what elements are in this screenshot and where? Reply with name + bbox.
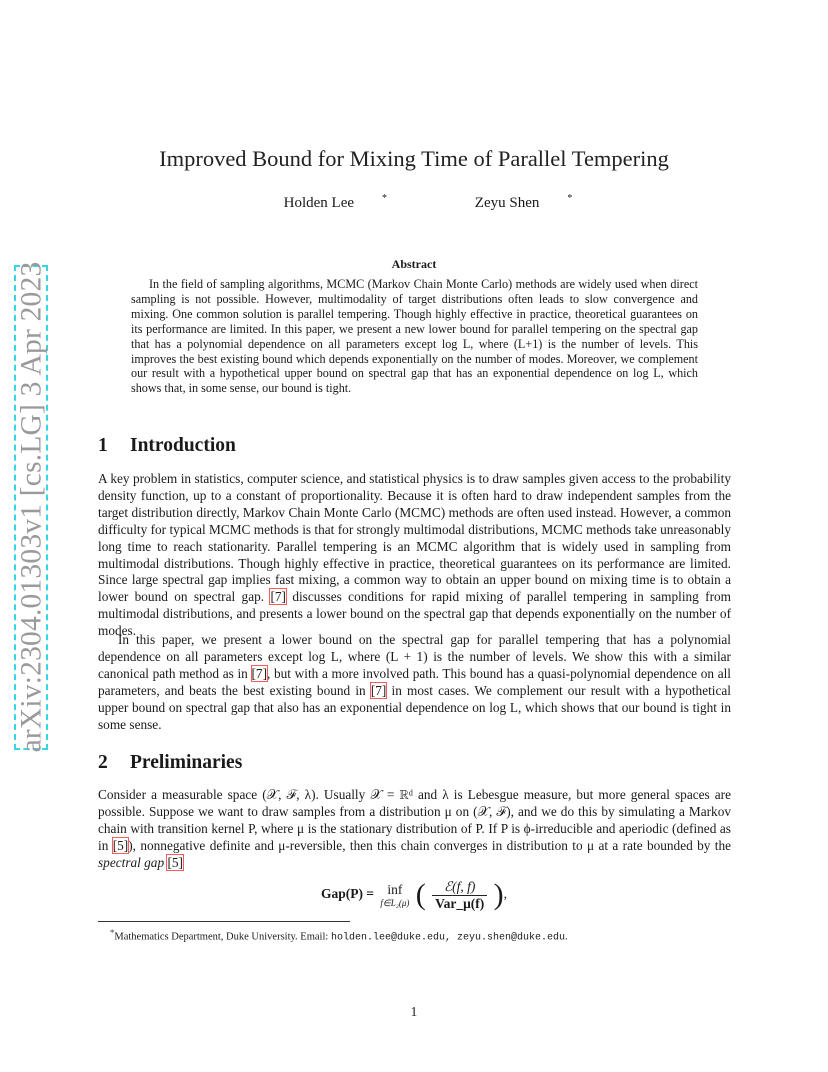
paper-title: Improved Bound for Mixing Time of Parallel Tempering [159, 146, 669, 171]
author: Holden Lee * [283, 193, 388, 211]
footnote-emails[interactable]: holden.lee@duke.edu, zeyu.shen@duke.edu [330, 932, 565, 944]
right-paren: ) [493, 878, 504, 911]
arxiv-sidebar [8, 261, 56, 753]
equation-numerator: ℰ(f, f) [432, 879, 487, 896]
author-list [0, 193, 828, 212]
prelim-paragraph-1: Consider a measurable space (𝒳, ℱ, λ). Usually 𝒳 = ℝᵈ and λ is Lebesgue measure, but more general spaces are possible. Suppose we want to draw samples from a distribution μ on (𝒳, ℱ), and we do this by simulating a Markov chain with transition kernel P, where μ is the stationary distribution of P. If P is ϕ-irreducible and aperiodic (defined as in [5]), nonnegative definite and μ-reversible, then this chain converges in distribution to μ at a rate bounded by the spectral gap [5] [98, 787, 732, 870]
equation-lhs: Gap(P) = [320, 886, 375, 902]
equation-denominator: Var_μ(f) [435, 895, 485, 911]
citation-link[interactable]: [7] [370, 682, 387, 698]
citation-link[interactable]: [5] [167, 854, 183, 870]
emphasis-term: spectral gap [98, 854, 165, 870]
footnote: *Mathematics Department, Duke University. Email: holden.lee@duke.edu, zeyu.shen@duke.edu. [110, 927, 568, 944]
spectral-gap-equation: Gap(P) = inf f∈L₂(μ) ( $\frac{\text{ℰ(f, f)}}{\text{Var\_μ(f)}}$ ), [320, 878, 508, 911]
citation-link[interactable]: [7] [251, 665, 268, 681]
abstract-text: In the field of sampling algorithms, MCMC (Markov Chain Monte Carlo) methods are widely used when direct sampling is not possible. However, multimodality of target distributions often leads to slow convergence and mixing. One common solution is parallel tempering. Though highly effective in practice, theoretical guarantees on its performance are limited. In this paper, we present a new lower bound for parallel tempering on the spectral gap that has a polynomial dependence on all parameters except log L, where (L+1) is the number of levels. This improves the best existing bound which depends exponentially on the number of modes. Moreover, we complement our result with a hypothetical upper bound on spectral gap that has an exponential dependence on log L, which shows that, in some sense, our bound is tight. [131, 277, 698, 396]
author: Zeyu Shen * [474, 193, 573, 211]
section-heading-preliminaries: 2 Preliminaries [98, 752, 243, 773]
citation-link[interactable]: [7] [270, 589, 286, 605]
section-heading-introduction: 1 Introduction [98, 435, 236, 456]
intro-paragraph-2: In this paper, we present a lower bound on the spectral gap for parallel tempering that has a polynomial dependence on all parameters except log L, where (L + 1) is the number of levels. We show this with a similar canonical path method as in [7], but with a more involved path. This bound has a quasi-polynomial dependence on all parameters, and beats the best existing bound in [7] in most cases. We complement our result with a hypothetical upper bound on spectral gap that also has an exponential dependence on log L, which shows that our bound is tight in some sense. [98, 632, 732, 732]
page-number: 1 [410, 1004, 418, 1019]
equation-fraction [432, 879, 487, 912]
citation-link[interactable]: [5] [112, 837, 129, 853]
arxiv-id[interactable]: arXiv:2304.01303v1 [cs.LG] 3 Apr 2023 [15, 261, 48, 753]
left-paren: ( [415, 878, 426, 911]
footnote-rule [98, 921, 350, 922]
intro-paragraph-1: A key problem in statistics, computer science, and statistical physics is to draw samples given access to the probability density function, up to a constant of proportionality. Because it is often hard to draw independent samples from the target distribution directly, Markov Chain Monte Carlo (MCMC) methods are often used instead. However, a common difficulty for typical MCMC methods is that for strongly multimodal distributions, MCMC methods take unreasonably long time to reach stationarity. Parallel tempering is an MCMC algorithm that is widely used in sampling from multimodal distributions. Though highly effective in practice, theoretical guarantees on its performance are limited. Since large spectral gap implies fast mixing, a common way to obtain an upper bound on mixing time is to obtain a lower bound on spectral gap. [7] discusses conditions for rapid mixing of parallel tempering in sampling from multimodal distributions, and presents a lower bound on the spectral gap that depends exponentially on the number of modes. [98, 471, 732, 639]
abstract-heading: Abstract [391, 257, 437, 271]
infimum-operator: inf f∈L₂(μ) [380, 881, 410, 908]
